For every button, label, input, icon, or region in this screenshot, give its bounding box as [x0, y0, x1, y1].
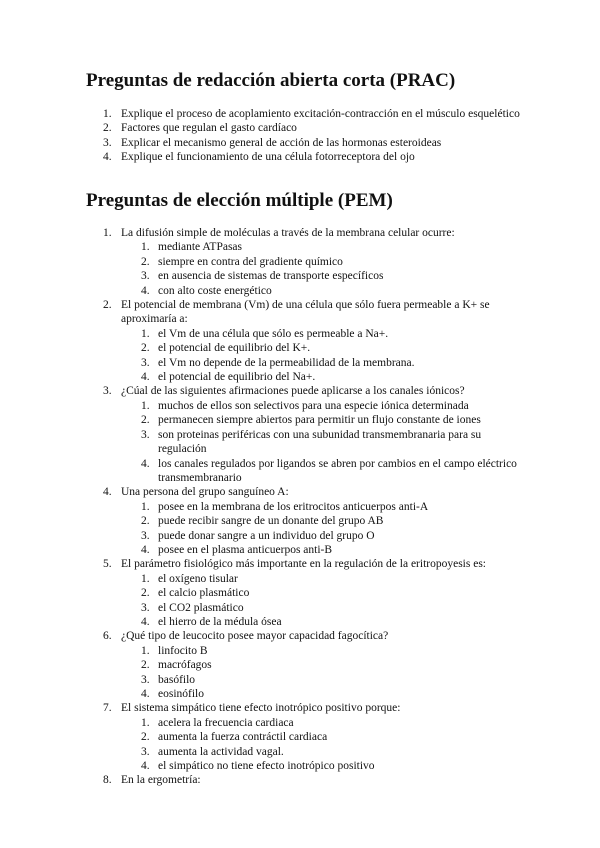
answer-options — [121, 716, 523, 774]
option-text: el CO2 plasmático — [158, 601, 244, 614]
answer-option — [141, 269, 523, 283]
pem-question — [103, 298, 523, 384]
option-text: aumenta la actividad vagal. — [158, 745, 284, 758]
option-number: 2. — [141, 515, 150, 528]
answer-option — [141, 745, 523, 759]
answer-option — [141, 687, 523, 701]
option-text: linfocito B — [158, 644, 208, 657]
option-number: 1. — [141, 399, 150, 412]
pem-question — [103, 629, 523, 701]
pem-question — [103, 226, 523, 298]
question-text: Explique el proceso de acoplamiento excitación-contracción en el músculo esquelético — [121, 108, 520, 120]
answer-options — [121, 327, 523, 385]
option-number: 1. — [141, 500, 150, 513]
answer-option — [141, 543, 523, 557]
section-title-prac: Preguntas de redacción abierta corta (PRAC) — [86, 70, 456, 91]
answer-options — [121, 572, 523, 630]
question-number: 3. — [103, 385, 112, 398]
option-text: el hierro de la médula ósea — [158, 615, 282, 628]
option-text: el potencial de equilibrio del Na+. — [158, 371, 316, 384]
answer-option — [141, 673, 523, 687]
option-number: 2. — [141, 659, 150, 672]
option-number: 3. — [141, 673, 150, 686]
question-text: Factores que regulan el gasto cardíaco — [121, 122, 297, 135]
answer-option — [141, 370, 523, 384]
answer-option — [141, 759, 523, 773]
option-number: 4. — [141, 615, 150, 628]
question-text: ¿Cúal de las siguientes afirmaciones puede aplicarse a los canales iónicos? — [121, 385, 465, 398]
option-number: 2. — [141, 587, 150, 600]
answer-option — [141, 730, 523, 744]
prac-question — [103, 150, 523, 164]
question-text: La difusión simple de moléculas a través de la membrana celular ocurre: — [121, 227, 455, 239]
answer-options — [121, 500, 523, 558]
answer-option — [141, 644, 523, 658]
question-number: 2. — [103, 299, 112, 312]
question-number: 8. — [103, 774, 112, 787]
answer-option — [141, 413, 523, 427]
answer-option — [141, 615, 523, 629]
pem-question — [103, 485, 523, 557]
option-text: basófilo — [158, 673, 196, 686]
option-text: acelera la frecuencia cardiaca — [158, 716, 294, 729]
option-number: 2. — [141, 414, 150, 427]
question-number: 4. — [103, 151, 112, 164]
option-text: son proteinas periféricas con una subunidad transmembranaria para su regulación — [158, 428, 482, 456]
option-number: 3. — [141, 356, 150, 369]
option-text: los canales regulados por ligandos se abren por cambios en el campo eléctrico transmembranario — [158, 457, 517, 484]
prac-question-list — [103, 107, 523, 165]
question-number: 6. — [103, 630, 112, 643]
option-number: 4. — [141, 284, 150, 297]
pem-question — [103, 384, 523, 485]
option-number: 3. — [141, 529, 150, 542]
option-text: mediante ATPasas — [158, 241, 242, 254]
answer-option — [141, 514, 523, 528]
pem-question — [103, 557, 523, 629]
question-number: 7. — [103, 702, 112, 715]
answer-option — [141, 255, 523, 269]
option-number: 2. — [141, 255, 150, 268]
option-text: siempre en contra del gradiente químico — [158, 255, 343, 268]
question-text: Una persona del grupo sanguíneo A: — [121, 486, 289, 499]
option-number: 3. — [141, 601, 150, 614]
answer-option — [141, 601, 523, 615]
answer-option — [141, 399, 523, 413]
option-number: 4. — [141, 457, 150, 470]
pem-question-list — [103, 226, 523, 788]
answer-option — [141, 716, 523, 730]
answer-option — [141, 284, 523, 298]
question-text: ¿Qué tipo de leucocito posee mayor capacidad fagocítica? — [121, 630, 389, 643]
question-text: El parámetro fisiológico más importante en la regulación de la eritropoyesis es: — [121, 558, 487, 571]
section-title-pem: Preguntas de elección múltiple (PEM) — [86, 190, 393, 211]
option-text: puede recibir sangre de un donante del grupo AB — [158, 515, 384, 528]
answer-option — [141, 356, 523, 370]
option-text: eosinófilo — [158, 688, 204, 700]
question-number: 1. — [103, 108, 112, 120]
answer-option — [141, 327, 523, 341]
answer-option — [141, 500, 523, 514]
option-number: 4. — [141, 688, 150, 700]
option-number: 1. — [141, 241, 150, 254]
question-number: 1. — [103, 227, 112, 239]
question-number: 5. — [103, 558, 112, 571]
question-text: Explique el funcionamiento de una célula fotorreceptora del ojo — [121, 151, 415, 164]
option-text: el Vm no depende de la permeabilidad de la membrana. — [158, 356, 415, 369]
answer-option — [141, 457, 523, 486]
answer-options — [121, 240, 523, 298]
option-number: 3. — [141, 270, 150, 283]
option-number: 4. — [141, 543, 150, 556]
pem-question — [103, 701, 523, 773]
option-text: el potencial de equilibrio del K+. — [158, 342, 311, 355]
option-number: 3. — [141, 745, 150, 758]
answer-option — [141, 529, 523, 543]
answer-options — [121, 399, 523, 485]
option-text: macrófagos — [158, 659, 212, 672]
option-number: 4. — [141, 371, 150, 384]
question-number: 4. — [103, 486, 112, 499]
option-number: 1. — [141, 644, 150, 657]
option-number: 1. — [141, 572, 150, 585]
question-text: En la ergometría: — [121, 774, 201, 787]
answer-option — [141, 658, 523, 672]
question-text: El potencial de membrana (Vm) de una célula que sólo fuera permeable a K+ se aproximaría a: — [121, 299, 490, 326]
answer-option — [141, 341, 523, 355]
answer-option — [141, 428, 523, 457]
option-text: permanecen siempre abiertos para permitir un flujo constante de iones — [158, 414, 481, 427]
pem-question — [103, 773, 523, 787]
answer-option — [141, 240, 523, 254]
option-text: el Vm de una célula que sólo es permeable a Na+. — [158, 327, 389, 340]
option-text: el calcio plasmático — [158, 587, 250, 600]
option-text: aumenta la fuerza contráctil cardiaca — [158, 731, 328, 744]
option-number: 1. — [141, 716, 150, 729]
answer-options — [121, 644, 523, 702]
question-text: Explicar el mecanismo general de acción de las hormonas esteroideas — [121, 136, 442, 149]
option-text: en ausencia de sistemas de transporte específicos — [158, 270, 384, 283]
option-text: el simpático no tiene efecto inotrópico positivo — [158, 760, 375, 773]
option-number: 1. — [141, 327, 150, 340]
prac-question — [103, 107, 523, 121]
option-text: posee en la membrana de los eritrocitos anticuerpos anti-A — [158, 500, 429, 513]
option-text: con alto coste energético — [158, 284, 272, 297]
prac-question — [103, 121, 523, 135]
answer-option — [141, 572, 523, 586]
answer-option — [141, 586, 523, 600]
option-number: 2. — [141, 731, 150, 744]
option-text: muchos de ellos son selectivos para una especie iónica determinada — [158, 399, 469, 412]
question-number: 3. — [103, 136, 112, 149]
option-number: 3. — [141, 428, 150, 441]
option-number: 2. — [141, 342, 150, 355]
option-number: 4. — [141, 760, 150, 773]
option-text: puede donar sangre a un individuo del grupo O — [158, 529, 375, 542]
prac-question — [103, 136, 523, 150]
option-text: el oxígeno tisular — [158, 572, 238, 585]
option-text: posee en el plasma anticuerpos anti-B — [158, 543, 333, 556]
question-text: El sistema simpático tiene efecto inotrópico positivo porque: — [121, 702, 401, 715]
question-number: 2. — [103, 122, 112, 135]
